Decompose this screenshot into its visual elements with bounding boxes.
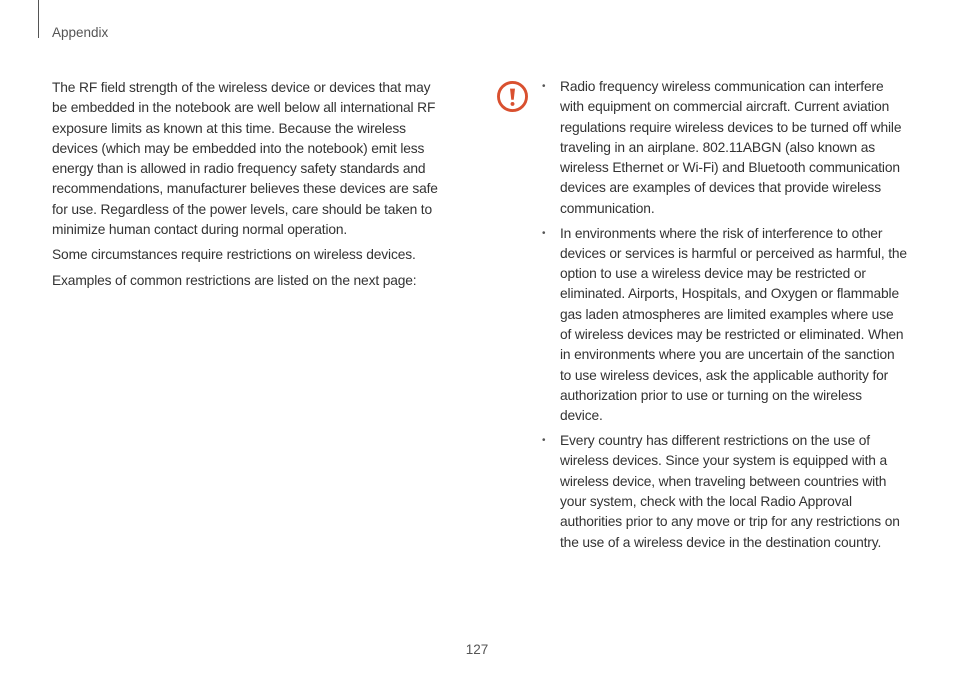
caution-list (542, 77, 908, 553)
section-label: Appendix (52, 25, 109, 40)
margin-rule (38, 0, 39, 38)
list-item (542, 224, 908, 427)
caution-icon (496, 80, 529, 113)
restrictions-paragraph: Some circumstances require restrictions on wireless devices. (52, 247, 416, 263)
list-item (542, 431, 908, 553)
page-number: 127 (465, 642, 489, 657)
examples-paragraph: Examples of common restrictions are listed on the next page: (52, 272, 417, 288)
body-text-column (52, 78, 446, 296)
bullet: • (542, 81, 546, 92)
bullet: • (542, 435, 546, 447)
list-item (542, 77, 908, 219)
country-caution-text: Every country has different restrictions on the use of wireless devices. Since your system is equipped with a wireless device, when traveling between countries with your system, check with the local Radio Approval authorities prior to any move or trip for any restrictions on the use of a wireless device in the destination country. (560, 433, 900, 550)
caution-list-column (542, 77, 908, 557)
aircraft-caution-text: Radio frequency wireless communication can interfere with equipment on commercial aircraft. Current aviation regulations require wireless devices to be turned off while traveling in an airplane. 802.11ABGN (also known as wireless Ethernet or Wi-Fi) and Bluetooth communication devices are examples of devices that provide wireless communication. (560, 79, 902, 216)
interference-caution-text: In environments where the risk of interference to other devices or services is harmful or perceived as harmful, the option to use a wireless device may be restricted or eliminated. Airports, Hospitals, and Oxygen or flammable gas laden atmospheres are limited examples where use of wireless devices may be restricted or eliminated. When in environments where you are uncertain of the sanction to use wireless devices, ask the applicable authority for authorization prior to use or turning on the wireless device. (560, 225, 907, 424)
bullet: • (542, 227, 546, 239)
rf-exposure-paragraph: The RF field strength of the wireless device or devices that may be embedded in the notebook are well below all international RF exposure limits as known at this time. Because the wireless devices (which may be embedded into the notebook) emit less energy than is allowed in radio frequency safety standards and recommendations, manufacturer believes these devices are safe for use. Regardless of the power levels, care should be taken to minimize human contact during normal operation. (52, 80, 438, 238)
